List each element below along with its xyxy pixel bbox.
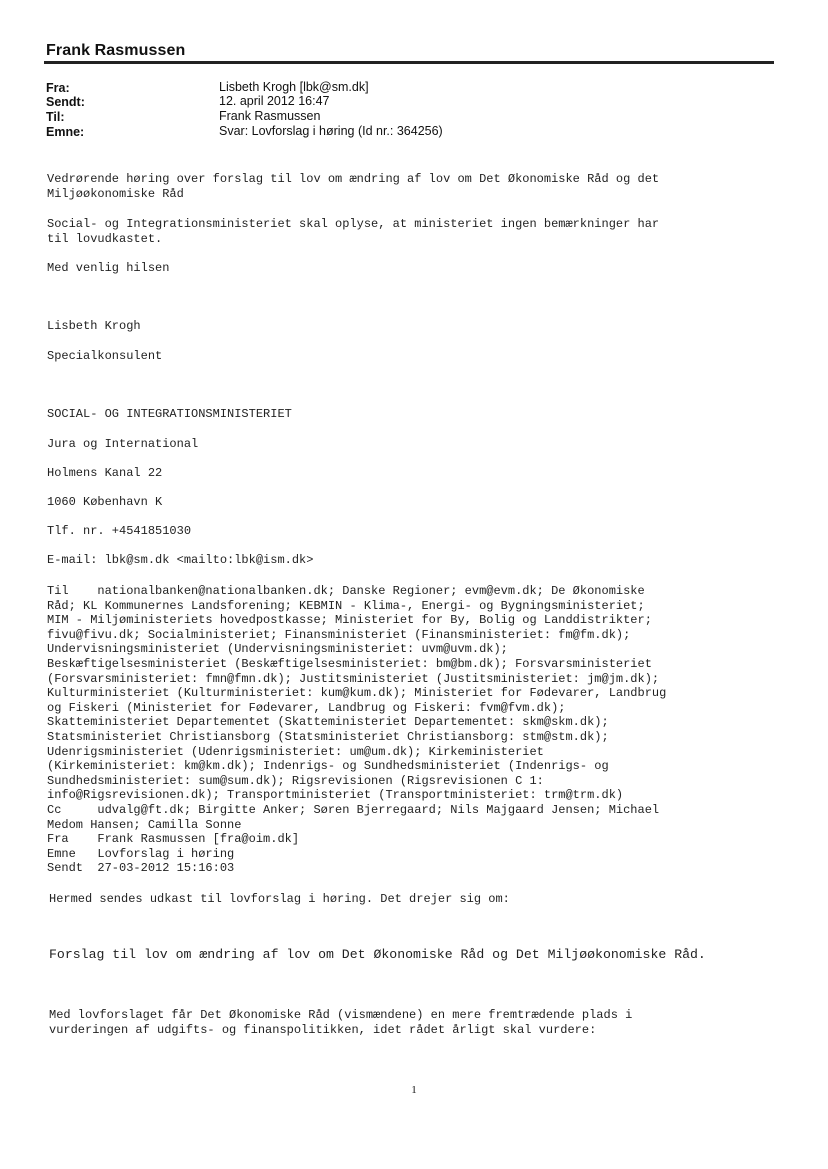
intro-line: Miljøøkonomiske Råd: [47, 187, 184, 201]
from-label: Fra:: [46, 81, 70, 95]
forwarded-line: Sendt 27-03-2012 15:16:03: [47, 861, 235, 876]
forwarded-line: info@Rigsrevisionen.dk); Transportministeriet (Transportministeriet: trm@trm.dk): [47, 788, 624, 803]
forwarded-line: Emne Lovforslag i høring: [47, 846, 235, 861]
signature-phone: Tlf. nr. +4541851030: [47, 524, 192, 538]
forwarded-line: Råd; KL Kommunernes Landsforening; KEBMIN - Klima-, Energi- og Bygningsministeriet;: [47, 598, 645, 613]
statement-line: Social- og Integrationsministeriet skal oplyse, at ministeriet ingen bemærkninger har: [47, 217, 660, 231]
from-value: Lisbeth Krogh [lbk@sm.dk]: [219, 80, 369, 94]
forwarded-line: Undervisningsministeriet (Undervisningsministeriet: uvm@uvm.dk);: [47, 642, 508, 657]
forwarded-line: MIM - Miljøministeriets hovedpostkasse; Ministeriet for By, Bolig og Landdistrikter;: [47, 613, 652, 628]
signature-title: Specialkonsulent: [47, 349, 163, 363]
header-rule: [44, 61, 774, 64]
bill-title: Forslag til lov om ændring af lov om Det Økonomiske Råd og Det Miljøøkonomiske Råd.: [49, 947, 706, 962]
hermed-line: Hermed sendes udkast til lovforslag i høring. Det drejer sig om:: [49, 892, 510, 906]
signature-email: E-mail: lbk@sm.dk <mailto:lbk@ism.dk>: [47, 553, 314, 567]
forwarded-line: Skatteministeriet Departementet (Skatteministeriet Departementet: skm@skm.dk);: [47, 715, 609, 730]
signature-department: Jura og International: [47, 437, 199, 451]
closing-line: vurderingen af udgifts- og finanspolitikken, idet rådet årligt skal vurdere:: [49, 1023, 597, 1037]
greeting: Med venlig hilsen: [47, 261, 170, 275]
sent-value: 12. april 2012 16:47: [219, 94, 330, 108]
forwarded-line: Kulturministeriet (Kulturministeriet: kum@kum.dk); Ministeriet for Fødevarer, Landbrug: [47, 686, 667, 701]
forwarded-line: Fra Frank Rasmussen [fra@oim.dk]: [47, 832, 300, 847]
closing-line: Med lovforslaget får Det Økonomiske Råd (vismændene) en mere fremtrædende plads i: [49, 1008, 633, 1022]
signature-ministry: SOCIAL- OG INTEGRATIONSMINISTERIET: [47, 407, 292, 421]
forwarded-line: Beskæftigelsesministeriet (Beskæftigelsesministeriet: bm@bm.dk); Forsvarsministeriet: [47, 657, 652, 671]
mailbox-owner: Frank Rasmussen: [46, 42, 186, 59]
forwarded-line: (Kirkeministeriet: km@km.dk); Indenrigs- og Sundhedsministeriet (Indenrigs- og: [47, 759, 609, 774]
intro-line: Vedrørende høring over forslag til lov om ændring af lov om Det Økonomiske Råd og det: [47, 172, 660, 186]
page-number: 1: [411, 1084, 417, 1096]
forwarded-line: Udenrigsministeriet (Udenrigsministeriet: um@um.dk); Kirkeministeriet: [47, 744, 544, 759]
sent-label: Sendt:: [46, 95, 85, 109]
subject-label: Emne:: [46, 125, 85, 139]
signature-street: Holmens Kanal 22: [47, 466, 163, 480]
subject-value: Svar: Lovforslag i høring (Id nr.: 364256): [219, 124, 443, 138]
forwarded-line: Medom Hansen; Camilla Sonne: [47, 817, 242, 832]
statement-line: til lovudkastet.: [47, 232, 163, 246]
forwarded-line: fivu@fivu.dk; Socialministeriet; Finansministeriet (Finansministeriet: fm@fm.dk);: [47, 627, 631, 642]
forwarded-line: Cc udvalg@ft.dk; Birgitte Anker; Søren Bjerregaard; Nils Majgaard Jensen; Michael: [47, 803, 660, 817]
forwarded-line: Til nationalbanken@nationalbanken.dk; Danske Regioner; evm@evm.dk; De Økonomiske: [47, 584, 645, 598]
forwarded-line: (Forsvarsministeriet: fmn@fmn.dk); Justitsministeriet (Justitsministeriet: jm@jm.dk);: [47, 671, 660, 686]
to-value: Frank Rasmussen: [219, 109, 321, 123]
signature-name: Lisbeth Krogh: [47, 319, 141, 333]
forwarded-line: Sundhedsministeriet: sum@sum.dk); Rigsrevisionen (Rigsrevisionen C 1:: [47, 773, 544, 788]
forwarded-line: Statsministeriet Christiansborg (Statsministeriet Christiansborg: stm@stm.dk);: [47, 730, 609, 744]
forwarded-line: og Fiskeri (Ministeriet for Fødevarer, Landbrug og Fiskeri: fvm@fvm.dk);: [47, 700, 566, 715]
signature-city: 1060 København K: [47, 495, 163, 509]
to-label: Til:: [46, 110, 65, 124]
